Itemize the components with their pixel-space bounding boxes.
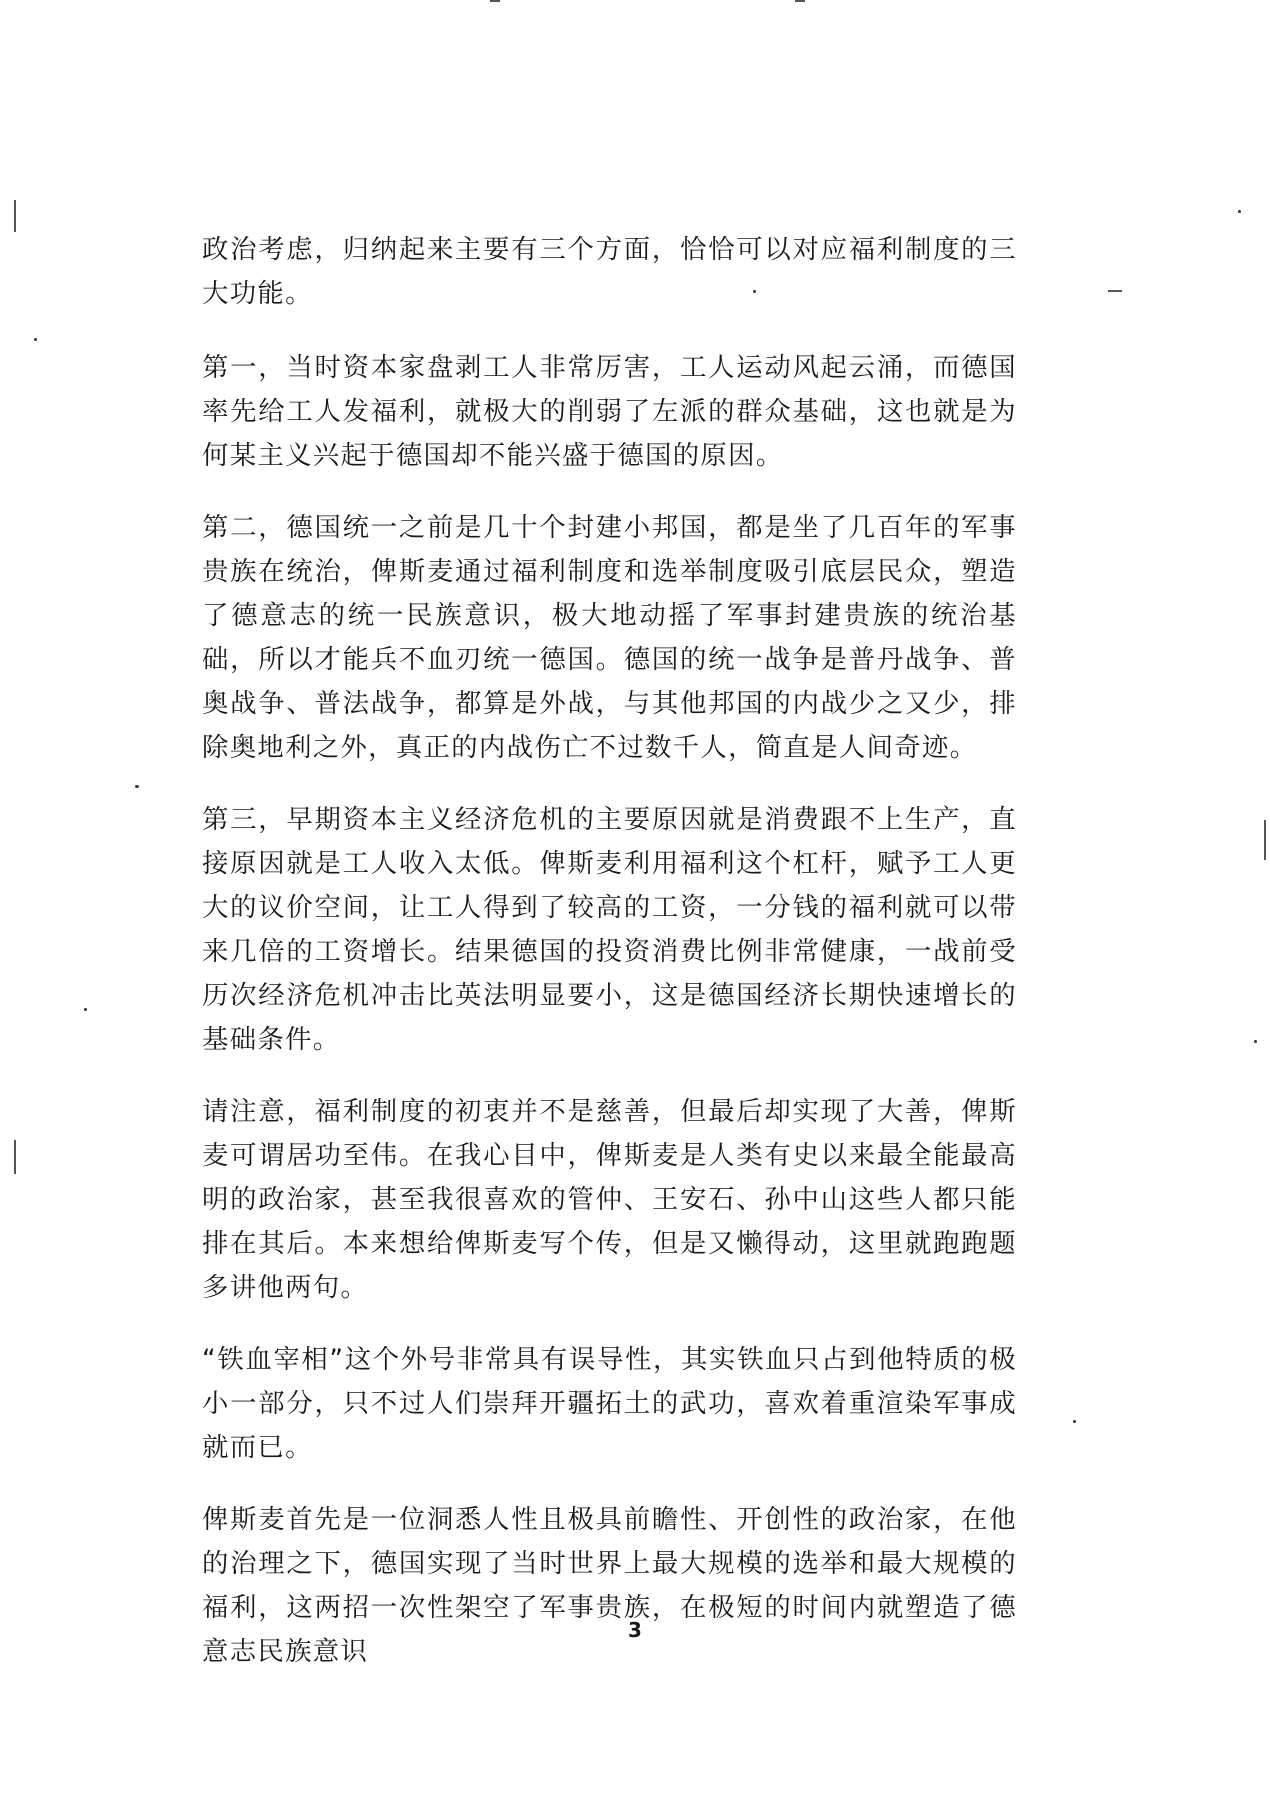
paragraph-third-point: 第三，早期资本主义经济危机的主要原因就是消费跟不上生产，直接原因就是工人收入太低。俾斯麦利用福利这个杠杆，赋予工人更大的议价空间，让工人得到了较高的工资，一分钱的福利就可以带来几倍的工资增长。结果德国的投资消费比例非常健康，一战前受历次经济危机冲击比英法明显要小，这是德国经济长期快速增长的基础条件。 bbox=[202, 804, 1017, 1055]
scan-speck bbox=[753, 290, 756, 293]
scan-edge-mark bbox=[14, 200, 16, 232]
paragraph-note: 请注意，福利制度的初衷并不是慈善，但最后却实现了大善，俾斯麦可谓居功至伟。在我心目中，俾斯麦是人类有史以来最全能最高明的政治家，甚至我很喜欢的管仲、王安石、孙中山这些人都只能排在其后。本来想给俾斯麦写个传，但是又懒得动，这里就跑跑题多讲他两句。 bbox=[202, 1096, 1017, 1303]
scan-edge-mark bbox=[490, 0, 500, 2]
scan-speck bbox=[1073, 1420, 1076, 1423]
scan-edge-mark bbox=[14, 1140, 16, 1174]
paragraph-intro: 政治考虑，归纳起来主要有三个方面，恰恰可以对应福利制度的三大功能。 bbox=[202, 234, 1017, 309]
page-number: 3 bbox=[628, 1618, 642, 1642]
body-text bbox=[202, 228, 1017, 1702]
scan-edge-mark bbox=[1108, 290, 1122, 292]
paragraph-second-point: 第二，德国统一之前是几十个封建小邦国，都是坐了几百年的军事贵族在统治，俾斯麦通过福利制度和选举制度吸引底层民众，塑造了德意志的统一民族意识，极大地动摇了军事封建贵族的统治基础，所以才能兵不血刃统一德国。德国的统一战争是普丹战争、普奥战争、普法战争，都算是外战，与其他邦国的内战少之又少，排除奥地利之外，真正的内战伤亡不过数千人，简直是人间奇迹。 bbox=[202, 512, 1017, 763]
scan-edge-mark bbox=[795, 0, 805, 2]
scan-speck bbox=[34, 338, 37, 341]
paragraph-bismarck: 俾斯麦首先是一位洞悉人性且极具前瞻性、开创性的政治家，在他的治理之下，德国实现了当时世界上最大规模的选举和最大规模的福利，这两招一次性架空了军事贵族，在极短的时间内就塑造了德意志民族意识 bbox=[202, 1504, 1017, 1667]
scan-speck bbox=[135, 785, 139, 788]
scan-speck bbox=[1238, 210, 1241, 213]
paragraph-first-point: 第一，当时资本家盘剥工人非常厉害，工人运动风起云涌，而德国率先给工人发福利，就极大的削弱了左派的群众基础，这也就是为何某主义兴起于德国却不能兴盛于德国的原因。 bbox=[202, 352, 1017, 471]
scan-speck bbox=[84, 1008, 87, 1011]
paragraph-iron-blood: “铁血宰相”这个外号非常具有误导性，其实铁血只占到他特质的极小一部分，只不过人们崇拜开疆拓土的武功，喜欢着重渲染军事成就而已。 bbox=[202, 1344, 1017, 1463]
scan-speck bbox=[1254, 1040, 1257, 1043]
scan-edge-mark bbox=[1264, 820, 1266, 860]
